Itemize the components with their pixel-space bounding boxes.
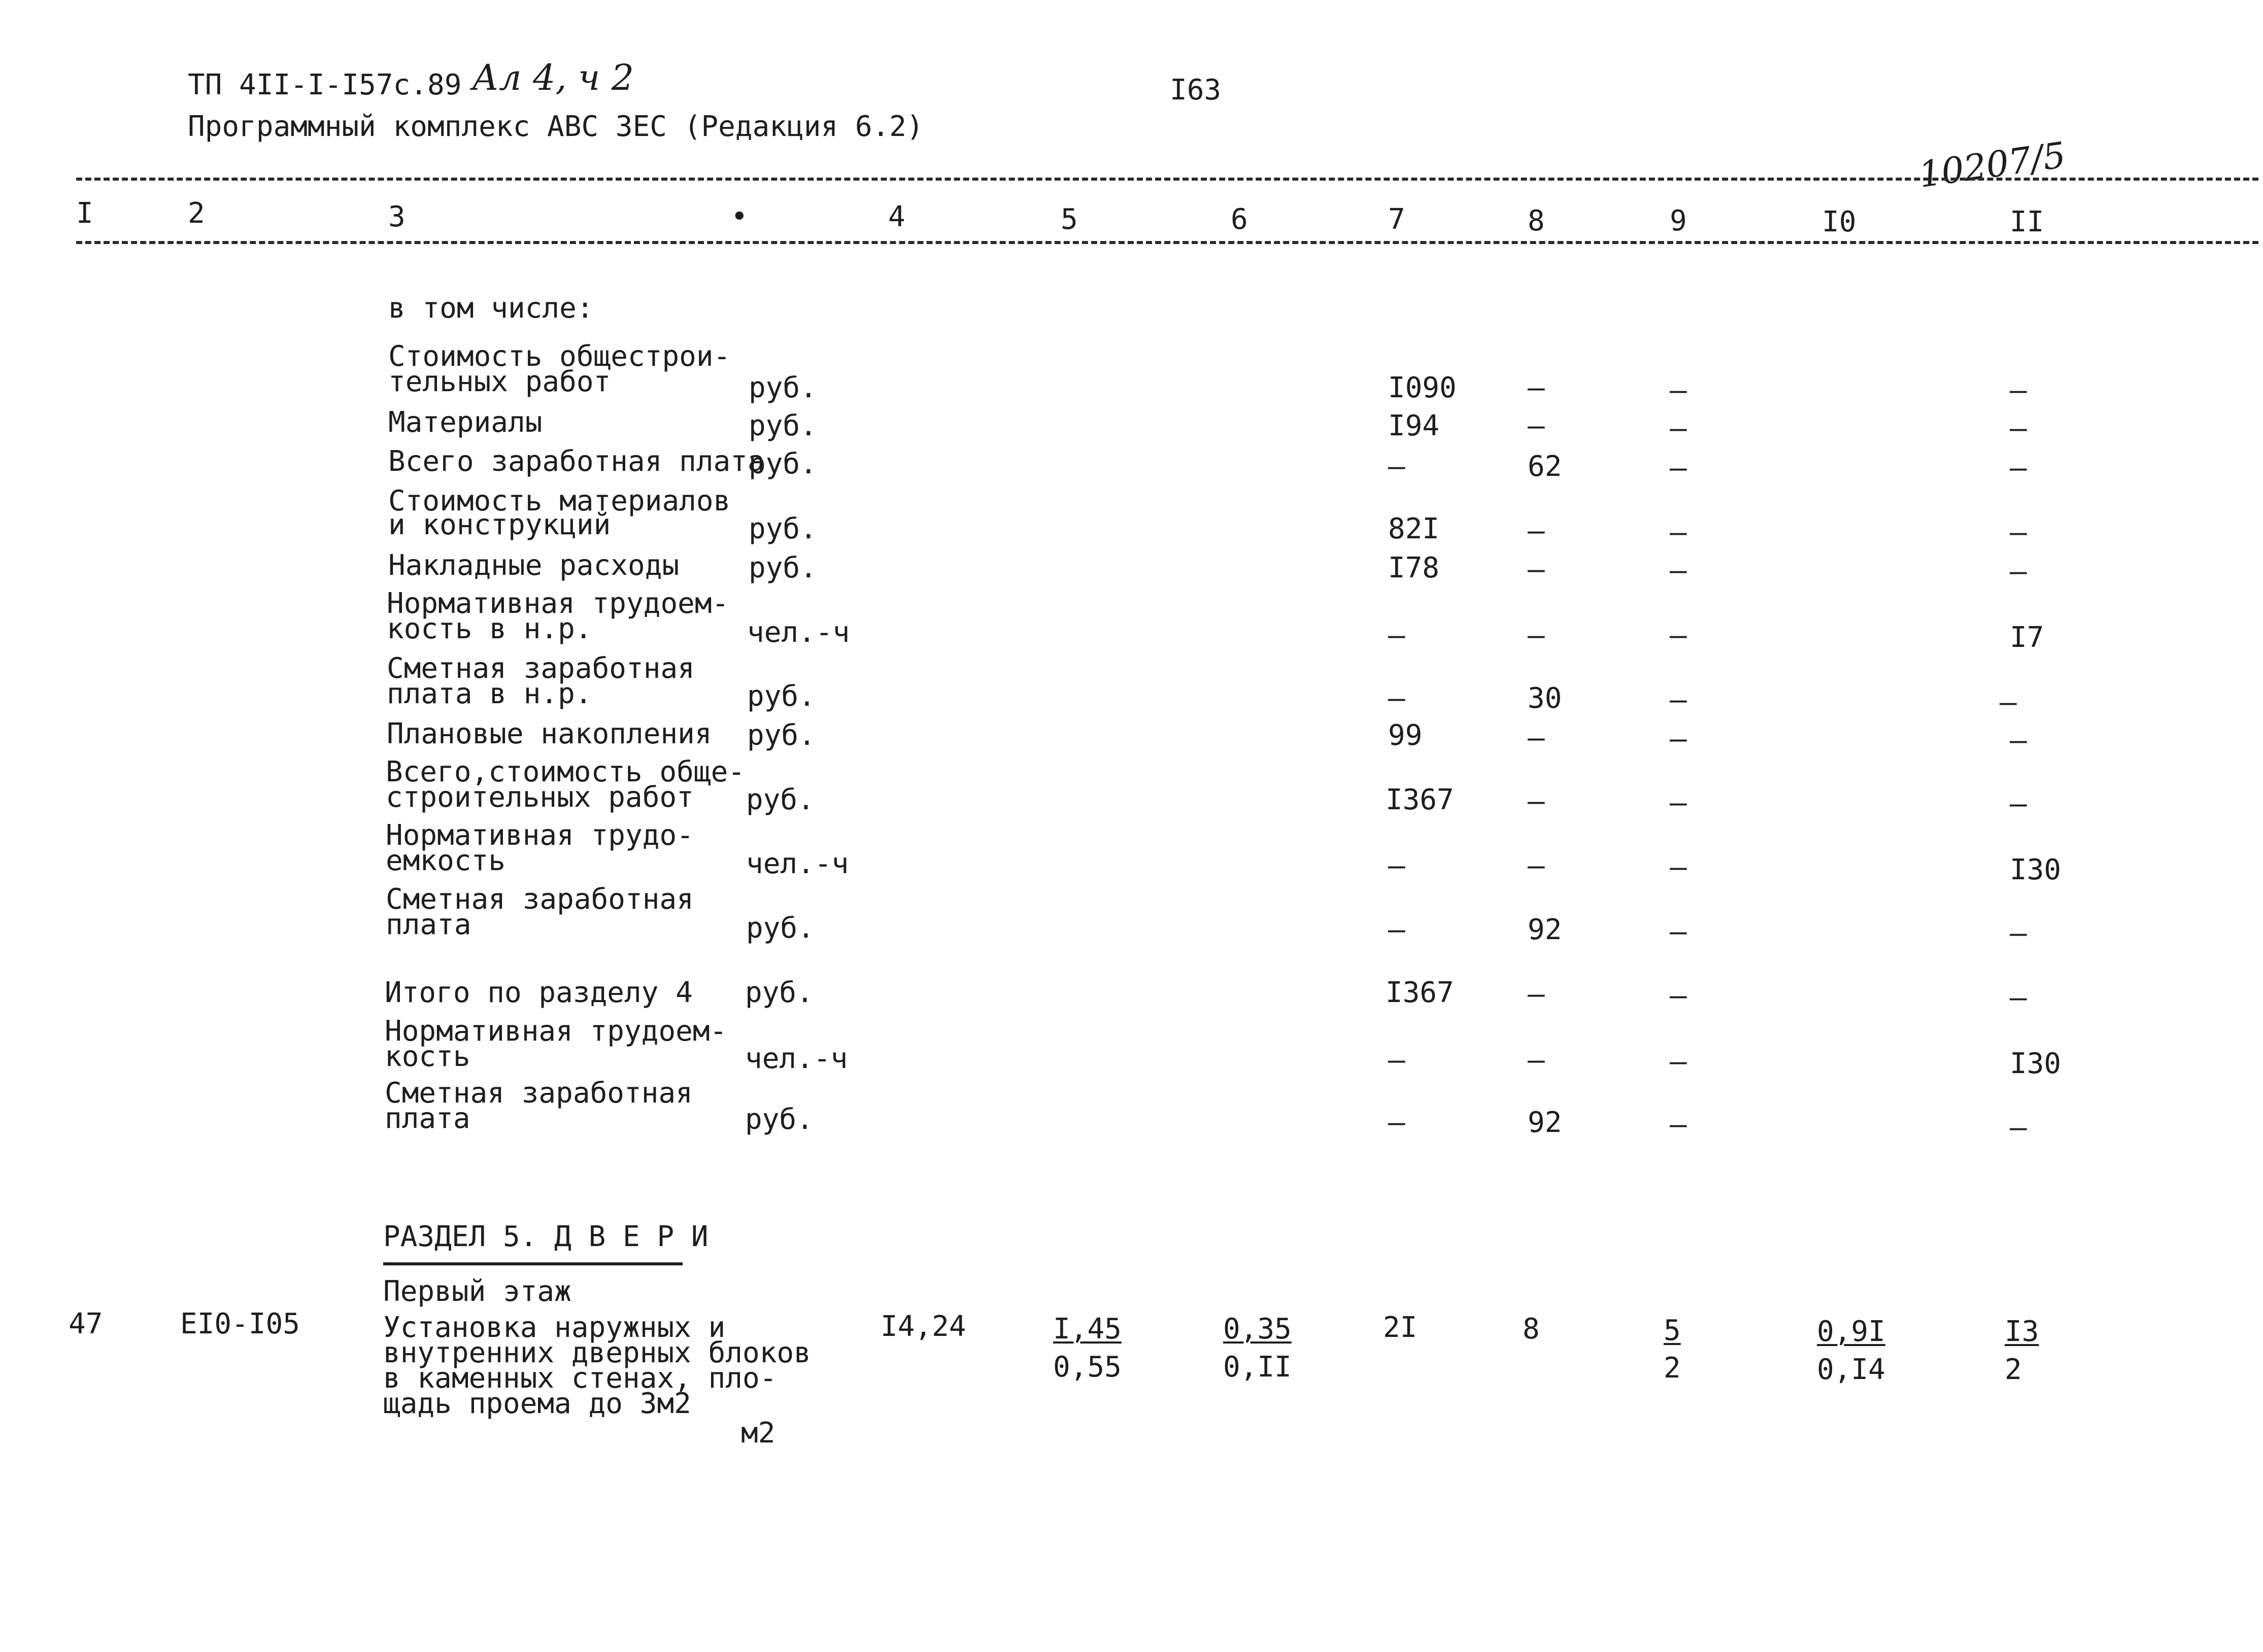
row-label-line2: емкость: [386, 844, 506, 877]
row-col7: I367: [1386, 976, 1454, 1009]
handwritten-id: 10207/5: [1916, 134, 2069, 196]
row-label-line1: Нормативная трудоем-: [385, 1015, 727, 1048]
item-code: EI0-I05: [180, 1307, 300, 1340]
column-header-4: 4: [888, 200, 905, 233]
row-label-line1: Стоимость материалов: [388, 485, 731, 518]
item-desc-line2: внутренних дверных блоков: [383, 1336, 811, 1369]
row-col7: –: [1388, 619, 1405, 652]
row-col9: –: [1670, 722, 1687, 755]
row-label-line1: Сметная заработная: [387, 652, 695, 685]
row-col8: 62: [1528, 450, 1562, 483]
row-col8: –: [1528, 514, 1545, 547]
including-label: в том числе:: [388, 292, 594, 325]
row-col7: –: [1388, 1044, 1405, 1077]
row-unit: руб.: [746, 912, 815, 945]
row-unit: руб.: [749, 552, 817, 584]
row-col7: –: [1388, 849, 1405, 882]
item-desc-line4: щадь проема до 3м2: [383, 1387, 691, 1420]
column-header-5: 5: [1061, 203, 1078, 236]
row-col9: –: [1670, 452, 1687, 485]
column-header-bullet: •: [731, 200, 748, 233]
item-col8: 8: [1523, 1313, 1540, 1346]
row-unit: руб.: [746, 783, 815, 816]
row-col7: –: [1388, 450, 1405, 483]
row-label-line2: и конструкций: [388, 508, 611, 541]
row-col7: –: [1388, 913, 1405, 946]
handwritten-note: Ал 4, ч 2: [472, 57, 634, 98]
item-col4: I4,24: [881, 1310, 966, 1343]
item-col9-bottom: 2: [1664, 1352, 1681, 1385]
row-col11: –: [2010, 724, 2027, 757]
row-col11: –: [2010, 917, 2027, 950]
row-label-line1: Нормативная трудоем-: [387, 587, 729, 620]
row-label-line2: плата: [385, 1102, 470, 1135]
row-col9: –: [1670, 979, 1687, 1012]
row-label-line1: Материалы: [388, 406, 543, 439]
row-col8: 92: [1528, 913, 1562, 946]
row-col9: –: [1670, 374, 1687, 407]
column-header-7: 7: [1388, 203, 1405, 236]
row-label-line1: Сметная заработная: [385, 1077, 693, 1110]
row-col8: –: [1528, 1044, 1545, 1077]
row-col8: –: [1528, 371, 1545, 404]
row-label-line2: строительных работ: [386, 781, 694, 814]
row-col11: I7: [2010, 621, 2044, 654]
row-label-line1: Итого по разделу 4: [385, 976, 693, 1009]
page-number: I63: [1170, 74, 1222, 107]
row-label-line1: Всего заработная плата: [388, 445, 765, 478]
row-col9: –: [1670, 683, 1687, 716]
row-col7: I78: [1388, 552, 1440, 584]
column-header-8: 8: [1528, 204, 1545, 237]
row-col8: 30: [1528, 682, 1562, 715]
item-col5-top: I,45: [1053, 1313, 1122, 1346]
row-unit: чел.-ч: [746, 847, 849, 880]
row-col9: –: [1670, 915, 1687, 948]
row-unit: руб.: [747, 680, 816, 713]
row-col9: –: [1670, 1108, 1687, 1141]
row-label-line1: Стоимость общестрои-: [388, 340, 731, 373]
row-label-line1: Всего,стоимость обще-: [386, 755, 746, 788]
row-col11: I30: [2010, 1047, 2062, 1080]
row-col8: –: [1528, 553, 1545, 586]
row-col7: 82I: [1388, 512, 1440, 545]
row-unit: руб.: [749, 371, 817, 404]
row-label-line2: тельных работ: [388, 365, 611, 398]
row-col7: I94: [1388, 409, 1440, 442]
row-label-line1: Сметная заработная: [386, 883, 694, 916]
item-col6-top: 0,35: [1223, 1313, 1292, 1346]
row-col8: –: [1528, 978, 1545, 1011]
header-top-rule: [76, 178, 2258, 181]
row-col9: –: [1670, 619, 1687, 652]
item-desc-line1: Установка наружных и: [383, 1311, 726, 1344]
header-bottom-rule: [76, 241, 2258, 244]
program-title: Программный комплекс АВС ЗЕС (Редакция 6.2): [188, 110, 924, 143]
row-label-line2: кость в н.р.: [387, 612, 592, 645]
row-col11: –: [2010, 1111, 2027, 1144]
row-col11: I30: [2010, 853, 2062, 886]
section-title-underline: [383, 1262, 683, 1265]
row-label-line2: кость: [385, 1040, 470, 1073]
row-col11: –: [2010, 374, 2027, 407]
item-col7: 2I: [1383, 1311, 1417, 1344]
row-col9: –: [1670, 412, 1687, 445]
row-label-line2: плата в н.р.: [387, 677, 592, 710]
item-col10-top: 0,9I: [1817, 1315, 1885, 1348]
row-label-line2: плата: [386, 908, 471, 941]
column-header-6: 6: [1231, 203, 1248, 236]
item-unit: м2: [741, 1417, 775, 1450]
item-col9-top: 5: [1664, 1314, 1681, 1347]
row-col11: –: [2010, 516, 2027, 549]
item-desc-line3: в каменных стенах, пло-: [383, 1362, 777, 1395]
row-unit: руб.: [749, 409, 817, 442]
row-unit: руб.: [745, 976, 814, 1009]
column-header-10: I0: [1822, 205, 1856, 238]
row-unit: руб.: [747, 719, 816, 752]
row-col7: I367: [1386, 783, 1454, 816]
row-col8: –: [1528, 785, 1545, 818]
column-header-2: 2: [188, 197, 205, 230]
row-unit: руб.: [745, 1103, 814, 1136]
row-col11: –: [2000, 686, 2017, 719]
row-col7: –: [1388, 1106, 1405, 1139]
row-unit: чел.-ч: [747, 616, 850, 649]
column-header-1: I: [76, 197, 93, 230]
row-unit: руб.: [749, 512, 817, 545]
row-col8: 92: [1528, 1106, 1562, 1139]
row-col11: –: [2010, 555, 2027, 588]
row-col8: –: [1528, 619, 1545, 652]
row-col7: –: [1388, 682, 1405, 715]
row-col9: –: [1670, 786, 1687, 819]
column-header-9: 9: [1670, 204, 1687, 237]
column-header-3: 3: [388, 200, 406, 233]
item-col11-bottom: 2: [2005, 1353, 2022, 1386]
row-label-line1: Накладные расходы: [388, 549, 680, 582]
item-col5-bottom: 0,55: [1053, 1351, 1122, 1384]
row-col8: –: [1528, 409, 1545, 442]
row-col8: –: [1528, 849, 1545, 882]
row-col11: –: [2010, 452, 2027, 485]
row-col9: –: [1670, 1045, 1687, 1078]
row-col9: –: [1670, 554, 1687, 587]
document-code: ТП 4II-I-I57с.89: [188, 68, 462, 101]
floor-label: Первый этаж: [383, 1275, 571, 1308]
row-col7: I090: [1388, 371, 1457, 404]
row-unit: руб.: [749, 448, 817, 480]
row-col8: –: [1528, 721, 1545, 754]
item-col6-bottom: 0,II: [1223, 1351, 1292, 1384]
item-col10-bottom: 0,I4: [1817, 1353, 1885, 1386]
row-col11: –: [2010, 787, 2027, 820]
row-label-line1: Плановые накопления: [387, 717, 712, 750]
item-col11-top: I3: [2005, 1315, 2039, 1348]
row-col11: –: [2010, 981, 2027, 1014]
row-col9: –: [1670, 516, 1687, 549]
row-col7: 99: [1388, 719, 1423, 752]
row-unit: чел.-ч: [745, 1042, 848, 1075]
row-label-line1: Нормативная трудо-: [386, 819, 694, 852]
row-col9: –: [1670, 851, 1687, 884]
section-title: РАЗДЕЛ 5. Д В Е Р И: [383, 1220, 708, 1253]
column-header-11: II: [2010, 205, 2044, 238]
row-col11: –: [2010, 412, 2027, 445]
item-number: 47: [69, 1307, 103, 1340]
